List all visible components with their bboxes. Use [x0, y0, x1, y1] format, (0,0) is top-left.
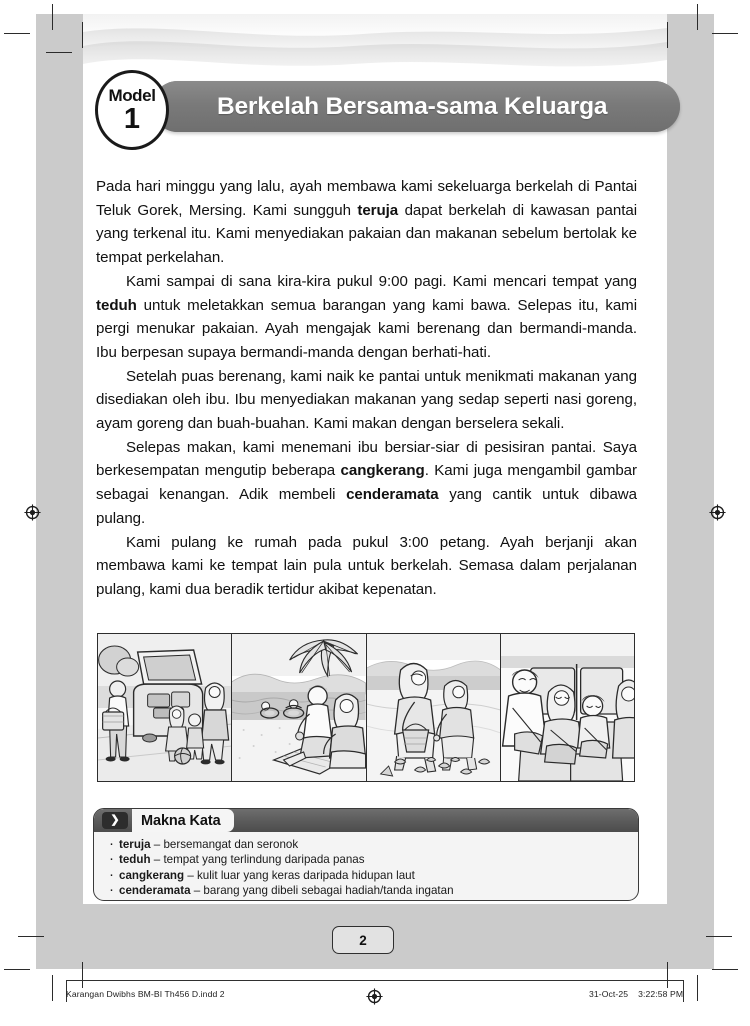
glossary-definition: – bersemangat dan seronok: [150, 838, 299, 851]
crop-mark-icon: [82, 962, 83, 988]
makna-kata-box: [93, 808, 639, 901]
text-run: Pada hari minggu yang lalu, ayah membawa kami sekeluarga berkelah di Pantai Teluk Gorek, Mersing. Kami sungguh: [96, 178, 637, 219]
glossary-entry: [108, 883, 638, 898]
crop-mark-icon: [667, 22, 668, 48]
crop-mark-icon: [4, 969, 30, 970]
glossary-term: cenderamata: [119, 883, 191, 897]
text-run: Setelah puas berenang, kami naik ke pantai untuk menikmati makanan yang disediakan oleh ibu. Ibu menyediakan makanan yang sedap seperti nasi goreng, ayam goreng dan buah-buahan. Kami makan dengan berselera sekali.: [96, 367, 637, 433]
glossary-definition: – barang yang dibeli sebagai hadiah/tanda ingatan: [190, 883, 454, 897]
illustration-panel-2: [232, 634, 366, 781]
model-badge: [95, 70, 169, 150]
glossary-definition: – kulit luar yang keras daripada hidupan laut: [184, 868, 415, 882]
makna-kata-heading: Makna Kata: [141, 812, 221, 829]
illustration-strip: [97, 633, 635, 782]
glossary-term-inline: teduh: [96, 296, 137, 314]
makna-kata-list: [94, 832, 638, 898]
glossary-term: teruja: [119, 838, 151, 851]
footer-divider: [66, 980, 684, 981]
crop-mark-icon: [52, 975, 53, 1001]
page-number-badge: 2: [332, 926, 394, 954]
makna-kata-tab: [132, 809, 234, 832]
paragraph-5: [96, 531, 637, 602]
glossary-entry: [108, 852, 638, 867]
article-body: [96, 175, 637, 602]
crop-mark-icon: [706, 936, 732, 937]
crop-mark-icon: [667, 962, 668, 988]
page-title: Berkelah Bersama-sama Keluarga: [217, 92, 608, 120]
crop-mark-icon: [697, 975, 698, 1001]
crop-mark-icon: [4, 33, 30, 34]
crop-mark-icon: [697, 4, 698, 30]
crop-mark-icon: [712, 33, 738, 34]
glossary-term-inline: cangkerang: [340, 462, 425, 480]
glossary-entry: [108, 868, 638, 883]
crop-mark-icon: [46, 52, 72, 53]
registration-target-icon: [366, 988, 383, 1005]
crop-mark-icon: [18, 936, 44, 937]
text-run: . Kami juga mengambil gambar sebagai kenangan. Adik membeli: [96, 462, 638, 504]
chevron-right-icon: ❯: [102, 812, 128, 829]
registration-target-icon: [709, 504, 726, 521]
crop-mark-icon: [712, 969, 738, 970]
model-badge-number: 1: [123, 102, 141, 135]
footer-file-info: Karangan Dwibhs BM-BI Th456 D.indd 2: [66, 989, 225, 999]
glossary-term-inline: cenderamata: [346, 486, 439, 504]
text-run: Kami sampai di sana kira-kira pukul 9:00 pagi. Kami mencari tempat yang: [126, 272, 637, 290]
paragraph-3: [96, 365, 637, 436]
paragraph-2: [96, 270, 637, 365]
text-run: dapat berkelah di kawasan pantai yang terkenal itu. Kami menyediakan pakaian dan makanan sebelum bertolak ke tempat perkelahan.: [96, 201, 637, 267]
glossary-term-inline: teruja: [357, 201, 399, 219]
footer-timestamp: [589, 989, 683, 999]
glossary-definition: – tempat yang terlindung daripada panas: [150, 853, 365, 867]
text-run: Selepas makan, kami menemani ibu bersiar-siar di pesisiran pantai. Saya berkesempatan mengutip beberapa: [96, 438, 637, 480]
illustration-panel-4: [501, 634, 634, 781]
footer-date: 31-Oct-25: [589, 989, 629, 999]
makna-kata-header: [94, 809, 638, 832]
footer-time: 3:22:58 PM: [638, 989, 684, 999]
footer-right-tick: [683, 980, 684, 1002]
glossary-term: teduh: [119, 853, 151, 867]
registration-target-icon: [24, 504, 41, 521]
text-run: Kami pulang ke rumah pada pukul 3:00 petang. Ayah berjanji akan membawa kami ke tempat lain pula untuk berkelah. Semasa dalam perjalanan pulang, kami dua beradik tertidur akibat kepenatan.: [96, 533, 637, 598]
model-badge-label: Model: [108, 85, 156, 105]
text-run: yang cantik untuk dibawa pulang.: [96, 486, 637, 527]
crop-mark-icon: [52, 4, 53, 30]
text-run: untuk meletakkan semua barangan yang kami bawa. Selepas itu, kami pergi menukar pakaian. Ayah mengajak kami berenang dan bermandi-manda. Ibu berpesan supaya bermandi-manda dengan berhati-hati.: [96, 296, 637, 361]
illustration-panel-3: [367, 634, 501, 781]
paragraph-4: [96, 436, 637, 531]
illustration-panel-1: [98, 634, 232, 781]
glossary-term: cangkerang: [119, 868, 185, 882]
chapter-title-bar: [152, 81, 680, 132]
glossary-entry: [108, 837, 638, 852]
paragraph-1: [96, 175, 637, 270]
